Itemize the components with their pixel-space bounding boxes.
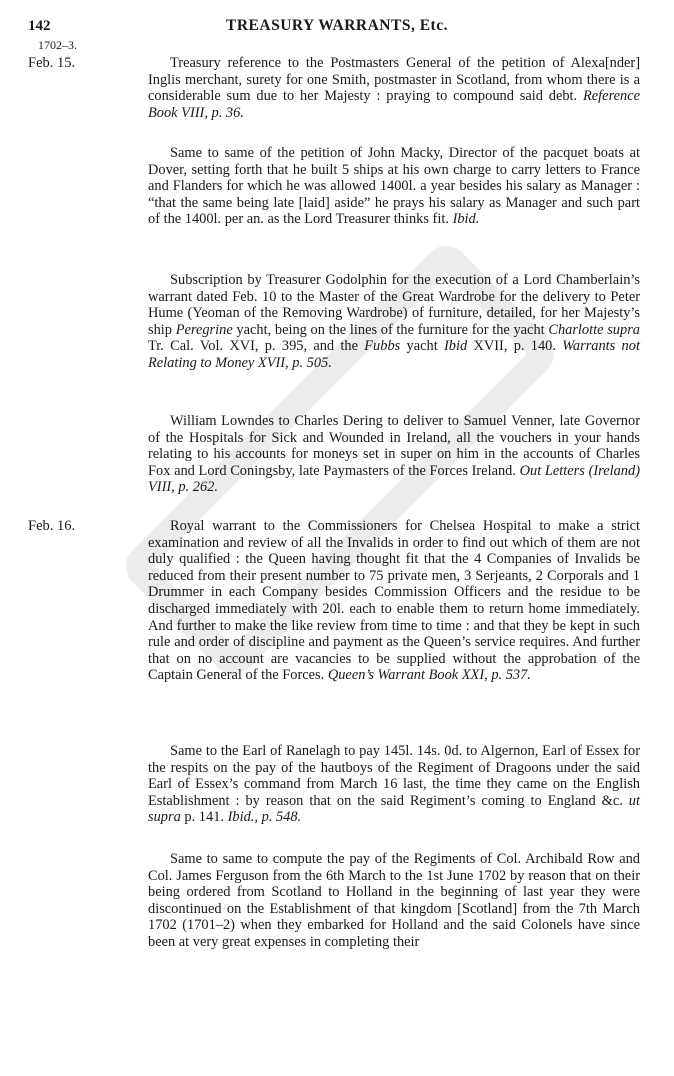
entry-inglis-petition: Treasury reference to the Postmasters General of the petition of Alexa[nder] Inglis merchant, surety for one Smith, postmaster in Scotland, from whom there is a considerable sum due to her Majesty : praying to compound said debt. Reference Book VIII, p. 36. [148,55,640,121]
margin-year: 1702–3. [38,38,77,52]
running-title: TREASURY WARRANTS, Etc. [226,17,448,34]
entry-lowndes-letter: William Lowndes to Charles Dering to deliver to Samuel Venner, late Governor of the Hospitals for Sick and Wounded in Ireland, all the vouchers in your hands relating to his accounts for moneys set in super on him in the accounts of Charles Fox and Lord Coningsby, late Paymasters of the Forces Ireland. Out Letters (Ireland) VIII, p. 262. [148,413,640,496]
margin-date-feb16: Feb. 16. [28,518,76,534]
entry-reference: Ibid. [452,211,480,228]
entry-ranelagh-essex: Same to the Earl of Ranelagh to pay 145l. 14s. 0d. to Algernon, Earl of Essex for the respits on the pay of the hautboys of the Regiment of Dragoons under the said Earl of Essex’s command from March 16 last, the time they came on the English Establishment : by reason that on the said Regiment’s coming to England &c. ut supra p. 141. Ibid., p. 548. [148,743,640,826]
entry-row-ferguson-regiments: Same to same to compute the pay of the Regiments of Col. Archibald Row and Col. James Ferguson from the 6th March to the 1st June 1702 by reason that on their being ordered from Scotland to Holland in the beginning of last year they were discontinued on the Establishment of that kingdom [Scotland] from the 7th March 1702 (1701–2) when they embarked for Holland and the said Colonels have since been at very great expenses in completing their [148,851,640,950]
entry-reference: Out Letters (Ireland) VIII, p. 262. [148,462,640,496]
entry-macky-petition: Same to same of the petition of John Macky, Director of the pacquet boats at Dover, setting forth that he built 5 ships at his own charge to carry letters to France and Flanders for which he was allowed 1400l. a year besides his salary as Manager : “that the same being late [laid] aside” he prays his salary as Manager and such part of the 1400l. per an. as the Lord Treasurer thinks fit. Ibid. [148,145,640,228]
entry-reference: Queen’s Warrant Book XXI, p. 537. [327,667,531,684]
entry-reference: Reference Book VIII, p. 36. [148,88,640,121]
entry-godolphin-subscription: Subscription by Treasurer Godolphin for the execution of a Lord Chamberlain’s warrant dated Feb. 10 to the Master of the Great Wardrobe for the delivery to Peter Hume (Yeoman of the Removing Wardrobe) of furniture, detailed, for her Majesty’s ship Peregrine yacht, being on the lines of the furniture for the yacht Charlotte supra Tr. Cal. Vol. XVI, p. 395, and the Fubbs yacht Ibid XVII, p. 140. Warrants not Relating to Money XVII, p. 505. [148,272,640,371]
page-number: 142 [28,18,51,34]
entry-chelsea-warrant: Royal warrant to the Commissioners for Chelsea Hospital to make a strict examination and review of all the Invalids in order to find out which of them are not duly qualified : the Queen having thought fit that the 4 Companies of Invalids be reduced from their present number to 75 private men, 3 Serjeants, 2 Corporals and 1 Drummer in each Company besides Commission Officers and the residue to be discharged immediately with 20l. each to enable them to return home immediately. And further to make the like review from time to time : and that they be kept in such rule and order of discipline and payment as the Queen’s service requires. And further that on no account are vacancies to be supplied without the approbation of the Captain General of the Forces. Queen’s Warrant Book XXI, p. 537. [148,518,640,684]
entry-reference: Warrants not Relating to Money XVII, p. 505. [148,338,640,371]
entry-reference: Ibid., p. 548. [227,809,302,826]
margin-date-feb15: Feb. 15. [28,55,76,71]
